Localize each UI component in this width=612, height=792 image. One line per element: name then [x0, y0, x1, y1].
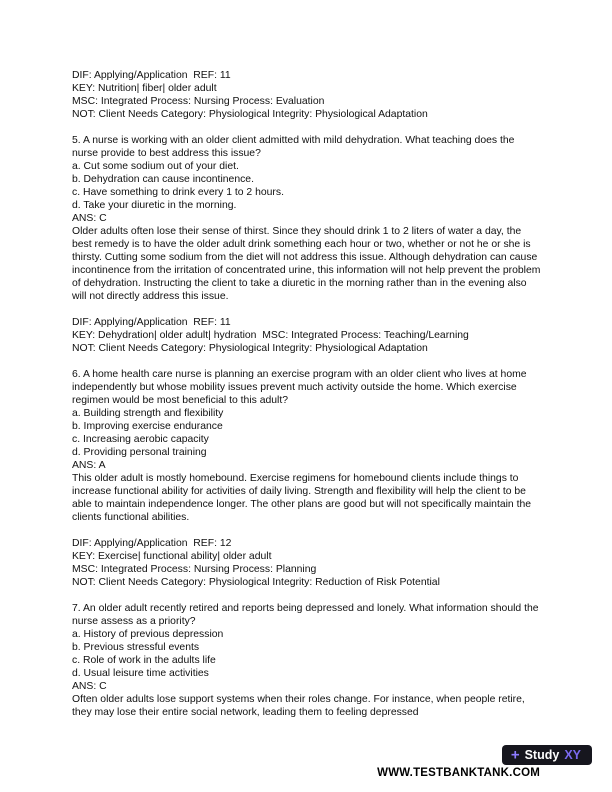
logo-text-accent: XY — [564, 747, 581, 762]
plus-icon: + — [510, 746, 520, 763]
question-6-rationale: This older adult is mostly homebound. Exercise regimens for homebound clients include things to increase functional ability for activities of daily living. Strength and flexibility will help the client to be able to maintain independence longer. The other plans are good but will not specifically maintain the clients functional abilities. — [72, 473, 532, 523]
question-7-rationale: Often older adults lose support systems when their roles change. For instance, when people retire, they may lose their entire social network, leading them to feeling depressed — [72, 694, 525, 718]
key-line: KEY: Nutrition| fiber| older adult — [72, 83, 217, 94]
not-line: NOT: Client Needs Category: Physiological Integrity: Physiological Adaptation — [72, 343, 428, 354]
question-5-rationale: Older adults often lose their sense of thirst. Since they should drink 1 to 2 liters of water a day, the best remedy is to have the older adult drink something each hour or two, whether or not he or she is thirsty. Cutting some sodium from the diet will not address this issue. Although dehydration can cause incontinence from the irritation of concentrated urine, this information will not help prevent the problem of dehydration. Instructing the client to take a diuretic in the morning rather than in the evening also will not directly address this issue. — [72, 226, 541, 302]
question-6-answer-line: ANS: A — [72, 460, 106, 471]
question-6-stem: 6. A home health care nurse is planning an exercise program with an older client who lives at home independently but whose mobility issues prevent much activity outside the home. Which exercise regimen would be most beneficial to this adult? — [72, 369, 527, 406]
question-5-option-d: d. Take your diuretic in the morning. — [72, 200, 237, 211]
question-meta-block-2 — [72, 316, 542, 355]
dif-line: DIF: Applying/Application REF: 11 — [72, 70, 231, 81]
studyxy-logo — [502, 745, 592, 765]
msc-line: MSC: Integrated Process: Nursing Process: Planning — [72, 564, 317, 575]
question-6-option-a: a. Building strength and flexibility — [72, 408, 224, 419]
question-5-stem: 5. A nurse is working with an older client admitted with mild dehydration. What teaching does the nurse provide to best address this issue? — [72, 135, 515, 159]
question-6-option-c: c. Increasing aerobic capacity — [72, 434, 209, 445]
question-7-answer-line: ANS: C — [72, 681, 107, 692]
question-5-answer-line: ANS: C — [72, 213, 107, 224]
question-meta-block-1 — [72, 69, 542, 121]
question-6-option-d: d. Providing personal training — [72, 447, 207, 458]
question-6-option-b: b. Improving exercise endurance — [72, 421, 223, 432]
question-7-option-b: b. Previous stressful events — [72, 642, 200, 653]
question-7-option-c: c. Role of work in the adults life — [72, 655, 216, 666]
question-7-option-a: a. History of previous depression — [72, 629, 224, 640]
question-5-block — [72, 134, 542, 303]
website-url: WWW.TESTBANKTANK.COM — [377, 767, 540, 779]
key-line: KEY: Exercise| functional ability| older adult — [72, 551, 272, 562]
question-7-block — [72, 602, 542, 719]
question-5-option-b: b. Dehydration can cause incontinence. — [72, 174, 254, 185]
not-line: NOT: Client Needs Category: Physiological Integrity: Physiological Adaptation — [72, 109, 428, 120]
question-meta-block-3 — [72, 537, 542, 589]
question-5-option-c: c. Have something to drink every 1 to 2 hours. — [72, 187, 284, 198]
question-6-block — [72, 368, 542, 524]
question-5-option-a: a. Cut some sodium out of your diet. — [72, 161, 239, 172]
question-7-stem: 7. An older adult recently retired and reports being depressed and lonely. What information should the nurse assess as a priority? — [72, 603, 539, 627]
logo-text-primary: Study — [524, 747, 560, 762]
dif-line: DIF: Applying/Application REF: 11 — [72, 317, 231, 328]
msc-line: MSC: Integrated Process: Nursing Process: Evaluation — [72, 96, 325, 107]
question-7-option-d: d. Usual leisure time activities — [72, 668, 209, 679]
not-line: NOT: Client Needs Category: Physiological Integrity: Reduction of Risk Potential — [72, 577, 440, 588]
document-body — [72, 69, 542, 719]
dif-line: DIF: Applying/Application REF: 12 — [72, 538, 232, 549]
key-msc-line: KEY: Dehydration| older adult| hydration MSC: Integrated Process: Teaching/Learning — [72, 330, 469, 341]
